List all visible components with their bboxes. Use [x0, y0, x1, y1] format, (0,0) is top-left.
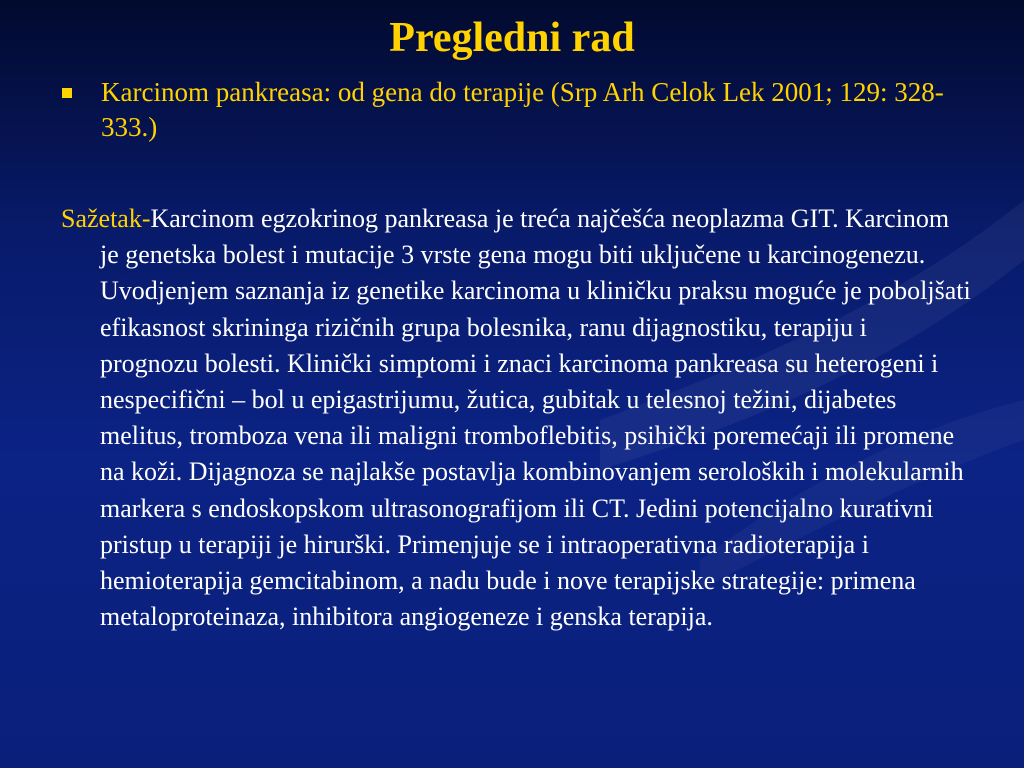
- citation-text: Karcinom pankreasa: od gena do terapije (Srp Arh Celok Lek 2001; 129: 328-333.): [101, 77, 944, 142]
- abstract-text: Karcinom egzokrinog pankreasa je treća najčešća neoplazma GIT. Karcinom je genetska bolest i mutacije 3 vrste gena mogu biti uključene u karcinogenezu. Uvodjenjem saznanja iz genetike karcinoma u kliničku praksu moguće je poboljšati efikasnost skrininga rizičnih grupa bolesnika, ranu dijagnostiku, terapiju i prognozu bolesti. Klinički simptomi i znaci karcinoma pankreasa su heterogeni i nespecifični – bol u epigastrijumu, žutica, gubitak u telesnoj težini, dijabetes melitus, tromboza vena ili maligni tromboflebitis, psihički poremećaji ili promene na koži. Dijagnoza se najlakše postavlja kombinovanjem seroloških i molekularnih markera s endoskopskom ultrasonografijom ili CT. Jedini potencijalno kurativni pristup u terapiji je hirurški. Primenjuje se i intraoperativna radioterapija i hemioterapija gemcitabinom, a nadu bude i nove terapijske strategije: primena metaloproteinaza, inhibitora angiogeneze i genska terapija.: [100, 204, 971, 632]
- abstract-paragraph: [61, 201, 971, 635]
- square-bullet-icon: [62, 88, 72, 98]
- abstract-label: Sažetak-: [61, 204, 151, 233]
- slide-title: Pregledni rad: [389, 15, 635, 61]
